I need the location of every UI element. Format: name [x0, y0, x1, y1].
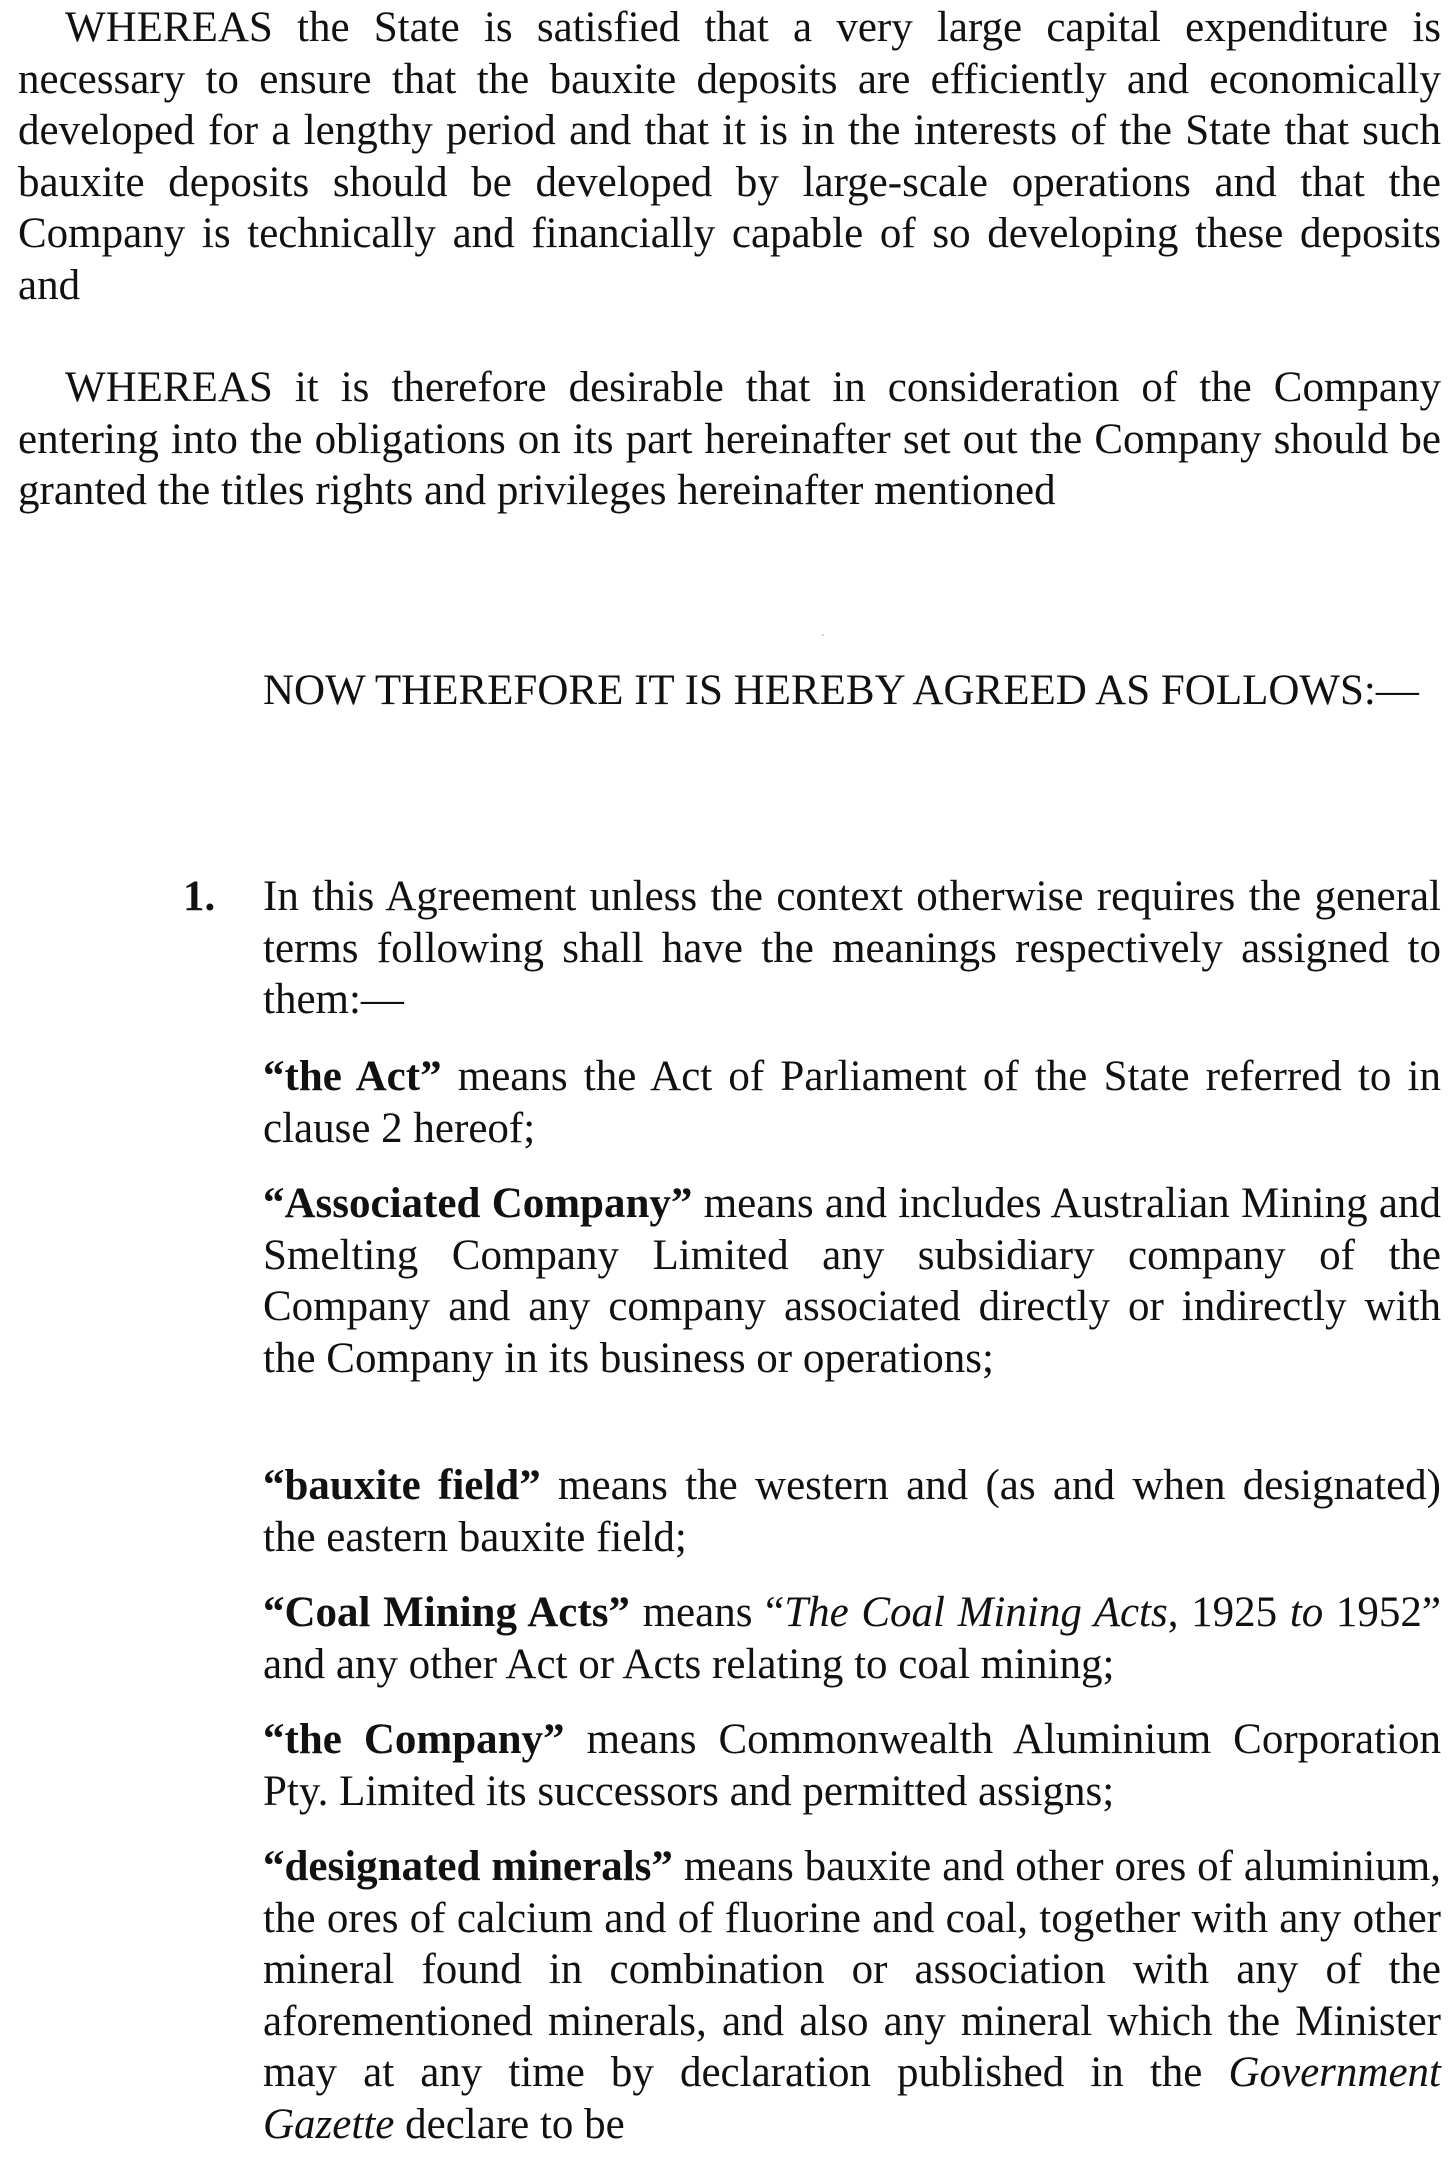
- clause-1-intro: In this Agreement unless the context otherwise requires the general terms following shall have the meanings respectively assigned to them:—: [263, 873, 1441, 1023]
- scan-speck: [822, 634, 824, 636]
- definition-text: means the western and (as and when designated) the eastern bauxite field;: [263, 1462, 1441, 1561]
- definition-text: , 1925: [1167, 1589, 1290, 1636]
- definition-the-company: [263, 1714, 1441, 1817]
- act-title-italic: The Coal Mining Acts: [784, 1589, 1168, 1636]
- definition-text: means the Act of Parliament of the State referred to in clause 2 hereof;: [263, 1053, 1442, 1152]
- definition-coal-mining-acts: [263, 1587, 1441, 1690]
- clause-number: 1.: [183, 873, 216, 920]
- definition-designated-minerals: [263, 1841, 1441, 2150]
- italic-word: to: [1289, 1589, 1324, 1636]
- recital-paragraph-2: WHEREAS it is therefore desirable that in consideration of the Company entering into the obligations on its part hereinafter set out the Company should be granted the titles rights and privileges hereinafter mentioned: [18, 364, 1441, 514]
- definition-text: means “: [629, 1589, 785, 1636]
- gazette-title-italic: Government Gazette: [263, 2049, 1441, 2148]
- definition-associated-company: [263, 1178, 1441, 1384]
- defined-term: “bauxite field”: [263, 1462, 541, 1509]
- defined-term: “Coal Mining Acts”: [263, 1589, 630, 1636]
- operative-heading: NOW THEREFORE IT IS HEREBY AGREED AS FOLLOWS:—: [263, 667, 1419, 714]
- definition-text: means and includes Australian Mining and Smelting Company Limited any subsidiary company of the Company and any company associated directly or indirectly with the Company in its business or operations;: [263, 1180, 1442, 1382]
- recital-paragraph-1: WHEREAS the State is satisfied that a very large capital expenditure is necessary to ensure that the bauxite deposits are efficiently and economically developed for a lengthy period and that it is in the interests of the State that such bauxite deposits should be developed by large-scale operations and that the Company is technically and financially capable of so developing these deposits and: [18, 4, 1441, 309]
- defined-term: “designated minerals”: [263, 1843, 673, 1890]
- defined-term: “Associated Company”: [263, 1180, 693, 1227]
- definition-text: means bauxite and other ores of aluminium, the ores of calcium and of fluorine and coal, together with any other mineral found in combination or association with any of the aforementioned minerals, and also any mineral which the Minister may at any time by declaration published in the: [263, 1843, 1441, 2096]
- defined-term: “the Act”: [263, 1053, 442, 1100]
- definition-text: means Commonwealth Aluminium Corporation Pty. Limited its successors and permitted assigns;: [263, 1716, 1441, 1815]
- definition-bauxite-field: [263, 1460, 1441, 1563]
- definition-the-act: [263, 1051, 1441, 1154]
- definition-text: 1952” and any other Act or Acts relating to coal mining;: [263, 1589, 1442, 1688]
- definition-text: declare to be: [394, 2100, 625, 2148]
- defined-term: “the Company”: [263, 1716, 565, 1763]
